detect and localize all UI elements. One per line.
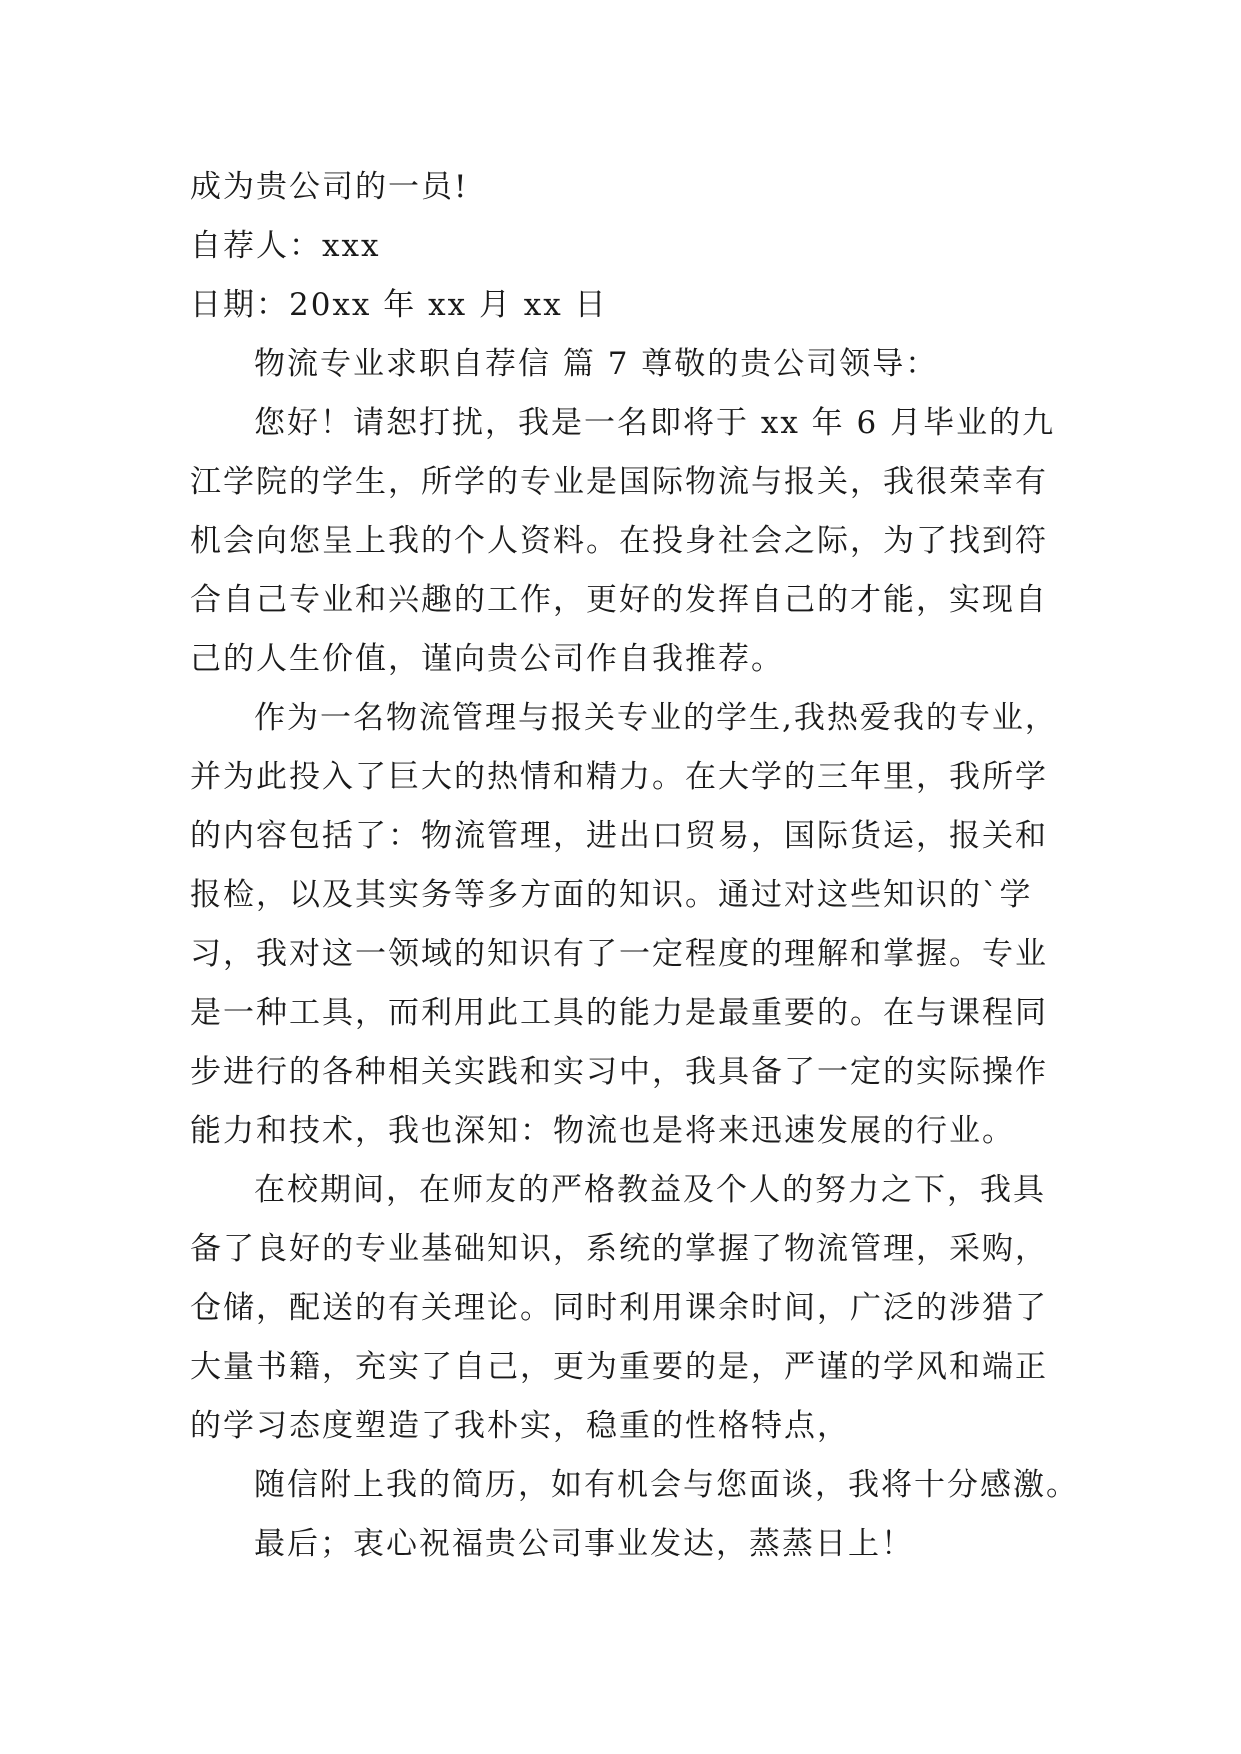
- paragraph-line: 在校期间，在师友的严格教益及个人的努力之下，我具: [254, 1172, 1046, 1208]
- paragraph-line: 习，我对这一领域的知识有了一定程度的理解和掌握。专业: [190, 936, 1048, 972]
- paragraph-line: 步进行的各种相关实践和实习中，我具备了一定的实际操作: [190, 1054, 1048, 1090]
- date-line: 日期：20xx 年 xx 月 xx 日: [190, 287, 608, 323]
- paragraph-line: 江学院的学生，所学的专业是国际物流与报关，我很荣幸有: [190, 464, 1048, 500]
- paragraph-line: 报检，以及其实务等多方面的知识。通过对这些知识的`学: [190, 877, 1033, 913]
- paragraph-line: 己的人生价值，谨向贵公司作自我推荐。: [190, 641, 784, 677]
- letter-title-greeting: 物流专业求职自荐信 篇 7 尊敬的贵公司领导：: [254, 346, 939, 382]
- paragraph-line: 并为此投入了巨大的热情和精力。在大学的三年里，我所学: [190, 759, 1048, 795]
- paragraph-line: 备了良好的专业基础知识，系统的掌握了物流管理，采购，: [190, 1231, 1048, 1267]
- paragraph-line: 大量书籍，充实了自己，更为重要的是，严谨的学风和端正: [190, 1349, 1048, 1385]
- paragraph-line: 是一种工具，而利用此工具的能力是最重要的。在与课程同: [190, 995, 1048, 1031]
- letter-body: [190, 158, 1079, 1574]
- paragraph-line: 机会向您呈上我的个人资料。在投身社会之际，为了找到符: [190, 523, 1048, 559]
- signer-line: 自荐人：xxx: [190, 228, 381, 264]
- paragraph-line: 的内容包括了：物流管理，进出口贸易，国际货运，报关和: [190, 818, 1048, 854]
- paragraph-line: 能力和技术，我也深知：物流也是将来迅速发展的行业。: [190, 1113, 1015, 1149]
- paragraph-line: 合自己专业和兴趣的工作，更好的发挥自己的才能，实现自: [190, 582, 1048, 618]
- closing-line: 成为贵公司的一员!: [190, 169, 469, 205]
- paragraph-line: 作为一名物流管理与报关专业的学生,我热爱我的专业，: [254, 700, 1058, 736]
- paragraph-line: 您好！请恕打扰，我是一名即将于 xx 年 6 月毕业的九: [254, 405, 1056, 441]
- closing-wish-line: 最后；衷心祝福贵公司事业发达，蒸蒸日上！: [254, 1526, 914, 1562]
- paragraph-line: 仓储，配送的有关理论。同时利用课余时间，广泛的涉猎了: [190, 1290, 1048, 1326]
- paragraph-line: 随信附上我的简历，如有机会与您面谈，我将十分感激。: [254, 1467, 1079, 1503]
- paragraph-line: 的学习态度塑造了我朴实，稳重的性格特点，: [190, 1408, 850, 1444]
